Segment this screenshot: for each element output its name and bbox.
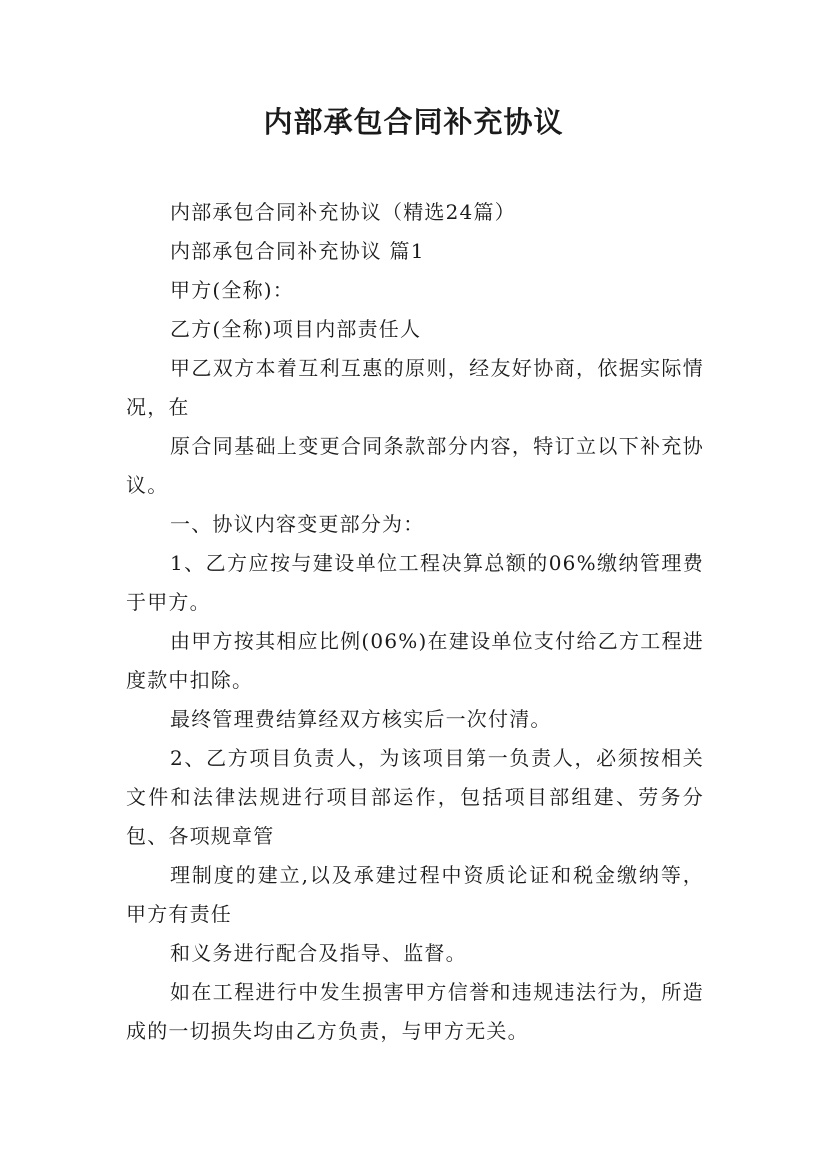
paragraph-subtitle: 内部承包合同补充协议（精选24篇） (170, 200, 516, 224)
paragraph: 和义务进行配合及指导、监督。 (170, 941, 467, 965)
document-title: 内部承包合同补充协议 (263, 105, 564, 139)
paragraph: 原合同基础上变更合同条款部分内容，特订立以下补充协议。 (126, 434, 704, 497)
paragraph-party-a: 甲方(全称)： (170, 278, 295, 302)
paragraph-section-heading: 内部承包合同补充协议 篇1 (170, 239, 425, 263)
paragraph-clause-heading: 一、协议内容变更部分为： (170, 512, 425, 536)
paragraph: 甲乙双方本着互利互惠的原则，经友好协商，依据实际情况，在 (126, 356, 704, 419)
paragraph: 理制度的建立,以及承建过程中资质论证和税金缴纳等，甲方有责任 (126, 863, 704, 926)
paragraph-clause-1: 1、乙方应按与建设单位工程决算总额的06%缴纳管理费于甲方。 (126, 551, 704, 614)
paragraph-clause-2: 2、乙方项目负责人，为该项目第一负责人，必须按相关文件和法律法规进行项目部运作，包括项目部组建、劳务分包、各项规章管 (126, 746, 704, 848)
paragraph: 如在工程进行中发生损害甲方信誉和违规违法行为，所造成的一切损失均由乙方负责，与甲方无关。 (126, 980, 704, 1043)
paragraph: 由甲方按其相应比例(06%)在建设单位支付给乙方工程进度款中扣除。 (126, 629, 704, 692)
document-body (126, 193, 704, 1051)
paragraph: 最终管理费结算经双方核实后一次付清。 (170, 707, 552, 731)
paragraph-party-b: 乙方(全称)项目内部责任人 (170, 317, 422, 341)
